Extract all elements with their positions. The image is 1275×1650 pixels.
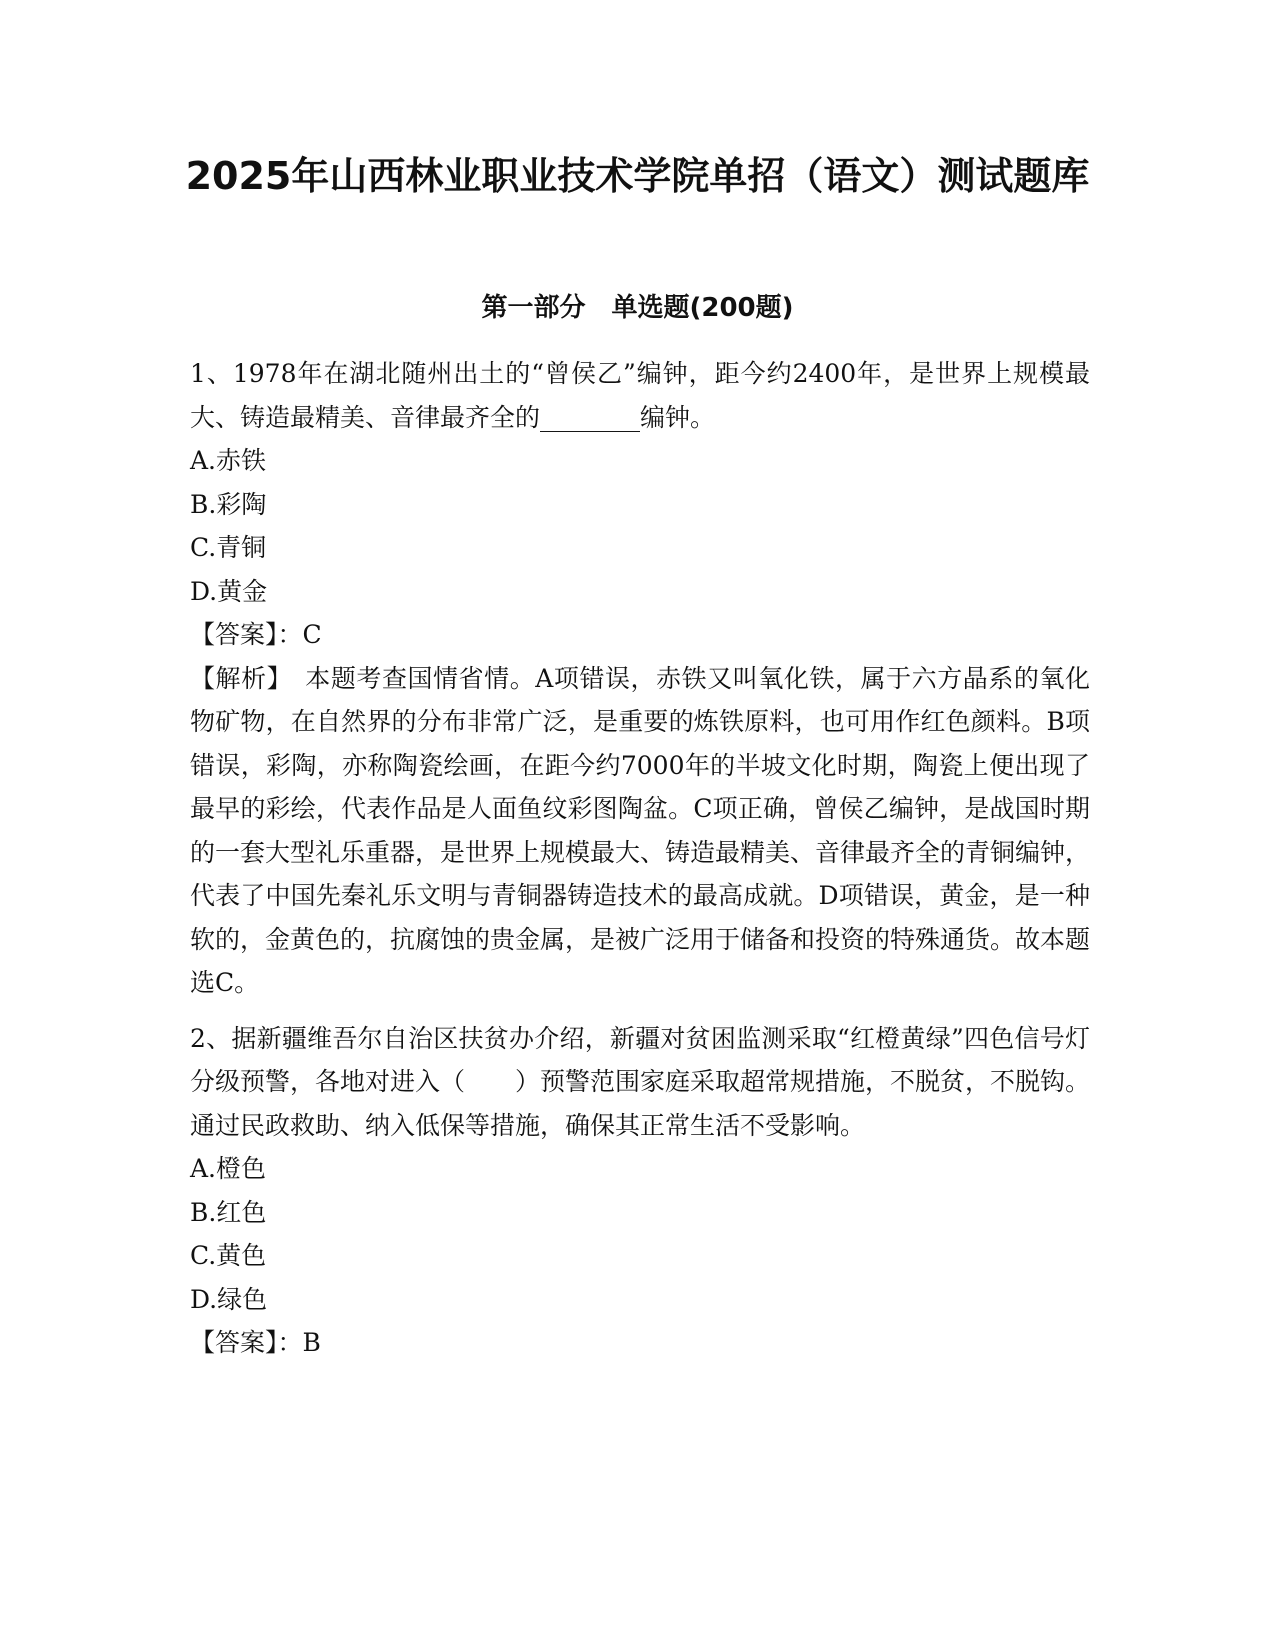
option-c: C.黄色 xyxy=(190,1241,267,1270)
question-1 xyxy=(190,352,1090,1005)
option-c: C.青铜 xyxy=(190,533,267,562)
analysis: 【解析】 本题考查国情省情。A项错误，赤铁又叫氧化铁，属于六方晶系的氧化物矿物，在自然界的分布非常广泛，是重要的炼铁原料，也可用作红色颜料。B项错误，彩陶，亦称陶瓷绘画，在距今约7000年的半坡文化时期，陶瓷上便出现了最早的彩绘，代表作品是人面鱼纹彩图陶盆。C项正确，曾侯乙编钟，是战国时期的一套大型礼乐重器，是世界上规模最大、铸造最精美、音律最齐全的青铜编钟，代表了中国先秦礼乐文明与青铜器铸造技术的最高成就。D项错误，黄金，是一种软的，金黄色的，抗腐蚀的贵金属，是被广泛用于储备和投资的特殊通货。故本题选C。 xyxy=(190,663,1091,997)
option-list xyxy=(190,439,1090,613)
document-title: 2025年山西林业职业技术学院单招（语文）测试题库 xyxy=(185,154,1090,198)
option-a: A.赤铁 xyxy=(190,446,267,475)
option-a: A.橙色 xyxy=(190,1154,267,1183)
question-list xyxy=(190,352,1090,1365)
answer: 【答案】：C xyxy=(190,620,322,649)
question-text: 1、1978年在湖北随州出土的“曾侯乙”编钟，距今约2400年，是世界上规模最大、铸造最精美、音律最齐全的________编钟。 xyxy=(190,359,1090,432)
question-text: 2、据新疆维吾尔自治区扶贫办介绍，新疆对贫困监测采取“红橙黄绿”四色信号灯分级预警，各地对进入（ ）预警范围家庭采取超常规措施，不脱贫，不脱钩。通过民政救助、纳入低保等措施，确保其正常生活不受影响。 xyxy=(190,1023,1091,1140)
option-list xyxy=(190,1147,1090,1321)
option-b: B.彩陶 xyxy=(190,489,267,519)
answer: 【答案】：B xyxy=(190,1328,321,1357)
option-d: D.绿色 xyxy=(190,1284,268,1314)
section-title: 第一部分 单选题(200题) xyxy=(481,293,794,323)
question-2 xyxy=(190,1017,1090,1365)
option-d: D.黄金 xyxy=(190,576,268,606)
option-b: B.红色 xyxy=(190,1197,267,1227)
